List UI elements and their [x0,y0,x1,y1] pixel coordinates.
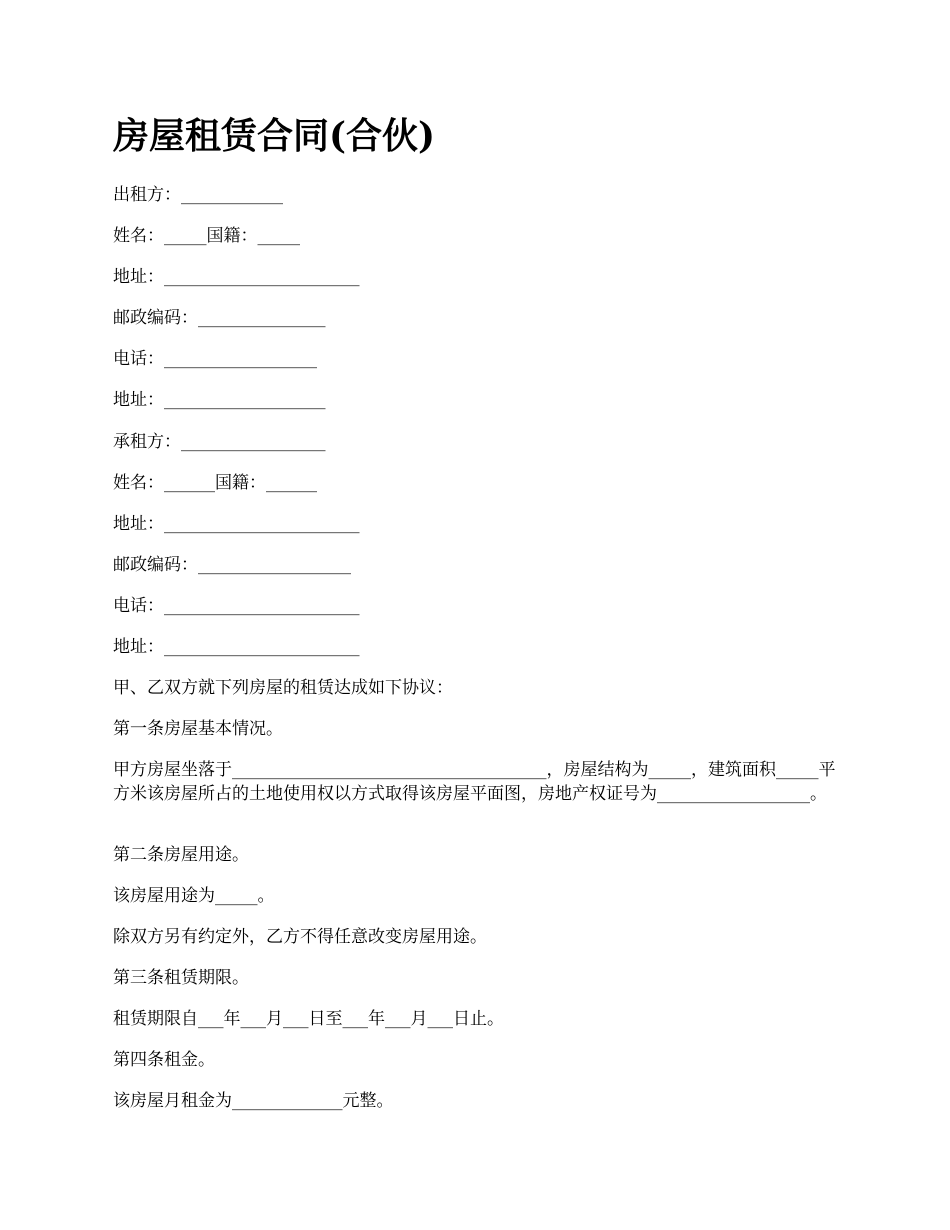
lessor-name-nationality: 姓名：_____国籍：_____ [113,226,300,246]
lessee-heading: 承租方：_________________ [113,432,326,452]
article-3-title: 第三条租赁期限。 [113,968,249,988]
lessee-name-nationality: 姓名：______国籍：______ [113,473,317,493]
article-2-body-usage: 该房屋用途为_____。 [113,886,275,906]
lessee-address: 地址：_______________________ [113,514,360,534]
lessor-address: 地址：_______________________ [113,267,360,287]
article-1-title: 第一条房屋基本情况。 [113,719,283,739]
article-4-title: 第四条租金。 [113,1050,215,1070]
lessee-address-2: 地址：_______________________ [113,637,360,657]
article-1-body: 甲方房屋坐落于_____________________________________，房屋结构为_____，建筑面积_____平方米该房屋所占的土地使用权以方式取得该房屋平面图，房地产权证号为__________________。 [113,760,836,804]
lessee-postal-code: 邮政编码：__________________ [113,555,351,575]
agreement-intro: 甲、乙双方就下列房屋的租赁达成如下协议： [113,678,453,698]
document-title: 房屋租赁合同(合伙) [113,115,436,157]
article-2-body-restriction: 除双方另有约定外，乙方不得任意改变房屋用途。 [113,927,487,947]
lessor-phone: 电话：__________________ [113,349,317,369]
lessor-address-2: 地址：___________________ [113,390,326,410]
lessee-phone: 电话：_______________________ [113,596,360,616]
lessor-postal-code: 邮政编码：_______________ [113,308,326,328]
article-2-title: 第二条房屋用途。 [113,845,249,865]
article-4-body: 该房屋月租金为_____________元整。 [113,1091,394,1111]
lessor-heading: 出租方：____________ [113,185,283,205]
article-3-body: 租赁期限自___年___月___日至___年___月___日止。 [113,1009,504,1029]
